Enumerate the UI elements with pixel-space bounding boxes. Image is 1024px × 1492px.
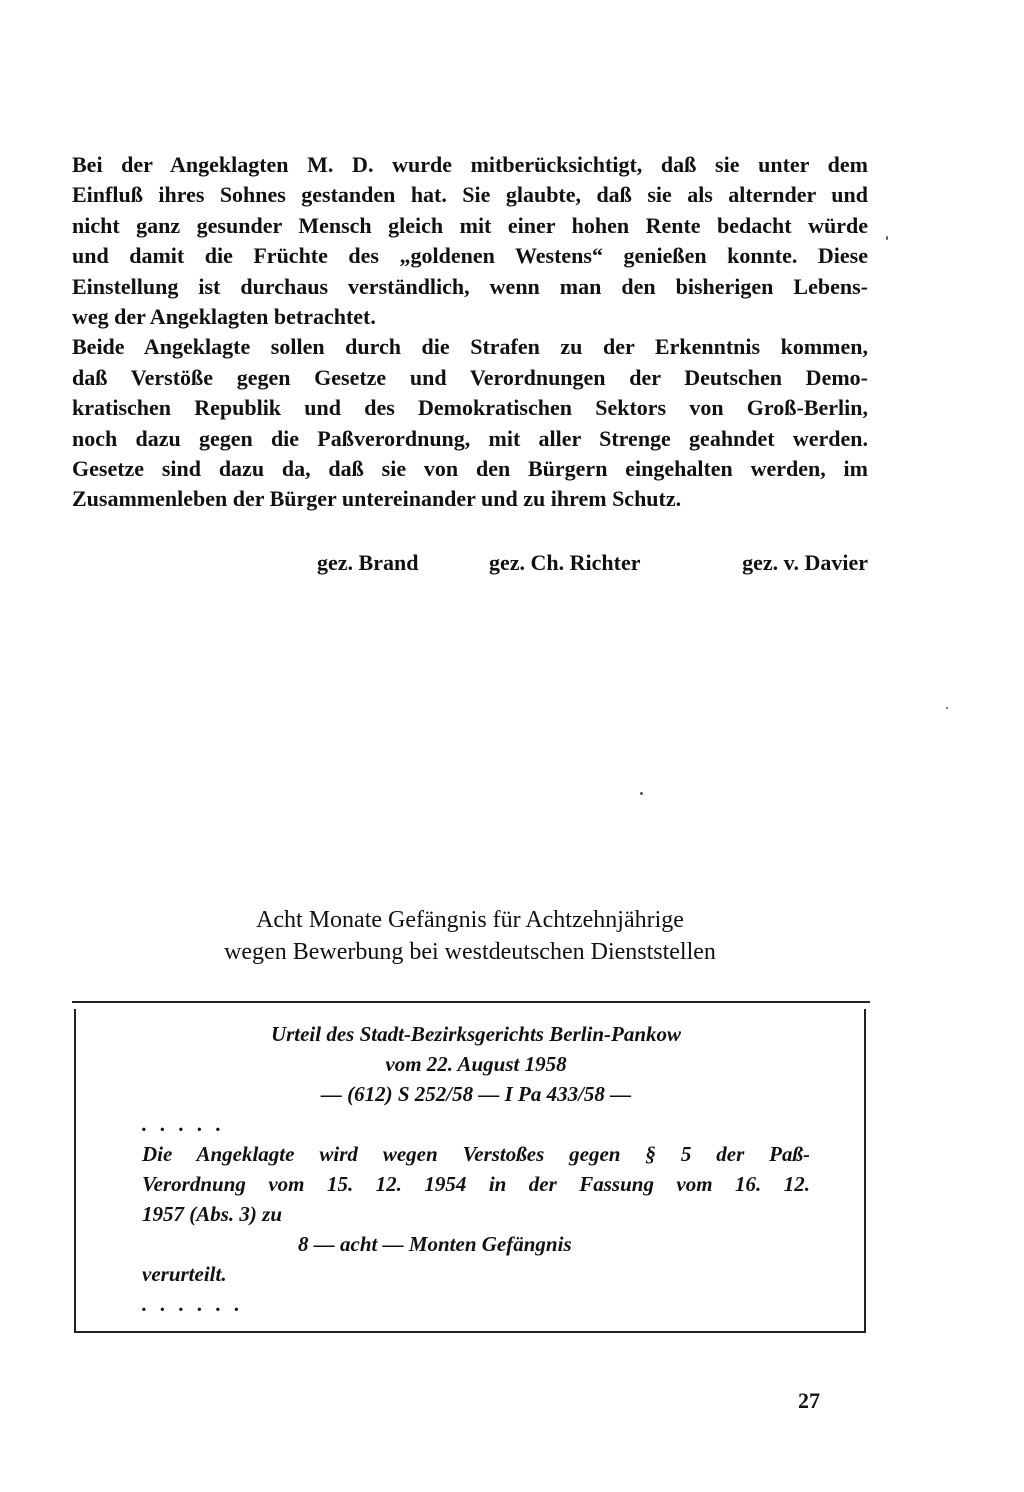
print-speck bbox=[640, 792, 643, 795]
signature-davier: gez. v. Davier bbox=[742, 550, 868, 575]
print-speck bbox=[886, 236, 888, 240]
text-line: Einfluß ihres Sohnes gestanden hat. Sie glaubte, daß sie als alternder und bbox=[72, 182, 868, 208]
verdict-text-line: 1957 (Abs. 3) zu bbox=[142, 1202, 283, 1226]
court-name: Urteil des Stadt-Bezirksgerichts Berlin-Pankow bbox=[270, 1022, 682, 1046]
text-line: Zusammenleben der Bürger untereinander und zu ihrem Schutz. bbox=[72, 486, 682, 512]
verdict-text-line: Verordnung vom 15. 12. 1954 in der Fassung vom 16. 12. bbox=[142, 1172, 810, 1196]
verdict-date: vom 22. August 1958 bbox=[385, 1052, 567, 1076]
signature-brand: gez. Brand bbox=[317, 550, 419, 575]
verdict-top-rule bbox=[72, 1001, 870, 1003]
text-line: nicht ganz gesunder Mensch gleich mit einer hohen Rente bedacht würde bbox=[72, 212, 868, 238]
text-line: Beide Angeklagte sollen durch die Strafen zu der Erkenntnis kommen, bbox=[72, 334, 868, 360]
text-line: Gesetze sind dazu da, daß sie von den Bürgern eingehalten werden, im bbox=[72, 456, 868, 482]
text-line: und damit die Früchte des „goldenen Westens“ genießen konnte. Diese bbox=[72, 243, 868, 269]
text-line: Bei der Angeklagten M. D. wurde mitberücksichtigt, daß sie unter dem bbox=[72, 152, 868, 177]
text-line: daß Verstöße gegen Gesetze und Verordnungen der Deutschen Demo- bbox=[72, 364, 868, 390]
verdict-content bbox=[142, 1019, 810, 1319]
ellipsis-top: . . . . . bbox=[142, 1112, 226, 1136]
signature-richter: gez. Ch. Richter bbox=[489, 550, 641, 575]
signature-row bbox=[72, 550, 868, 582]
text-line: noch dazu gegen die Paßverordnung, mit aller Strenge geahndet werden. bbox=[72, 425, 868, 451]
text-line: weg der Angeklagten betrachtet. bbox=[72, 304, 376, 330]
text-line: kratischen Republik und des Demokratischen Sektors von Groß-Berlin, bbox=[72, 395, 868, 421]
verdict-box bbox=[74, 1009, 866, 1333]
ellipsis-bottom: . . . . . . bbox=[142, 1292, 244, 1316]
case-number: — (612) S 252/58 — I Pa 433/58 — bbox=[320, 1082, 632, 1106]
page-number: 27 bbox=[798, 1388, 820, 1413]
verdict-text-line: Die Angeklagte wird wegen Verstoßes gegen § 5 der Paß- bbox=[142, 1142, 810, 1166]
body-paragraph bbox=[72, 150, 868, 515]
section-headline bbox=[72, 904, 868, 968]
text-line: Einstellung ist durchaus verständlich, wenn man den bisherigen Lebens- bbox=[72, 273, 868, 299]
print-speck bbox=[946, 707, 948, 709]
sentence-line: 8 — acht — Monten Gefängnis bbox=[298, 1232, 572, 1256]
headline-line-2: wegen Bewerbung bei westdeutschen Dienststellen bbox=[224, 939, 716, 965]
headline-line-1: Acht Monate Gefängnis für Achtzehnjährige bbox=[256, 907, 684, 933]
verdict-word: verurteilt. bbox=[142, 1262, 227, 1286]
